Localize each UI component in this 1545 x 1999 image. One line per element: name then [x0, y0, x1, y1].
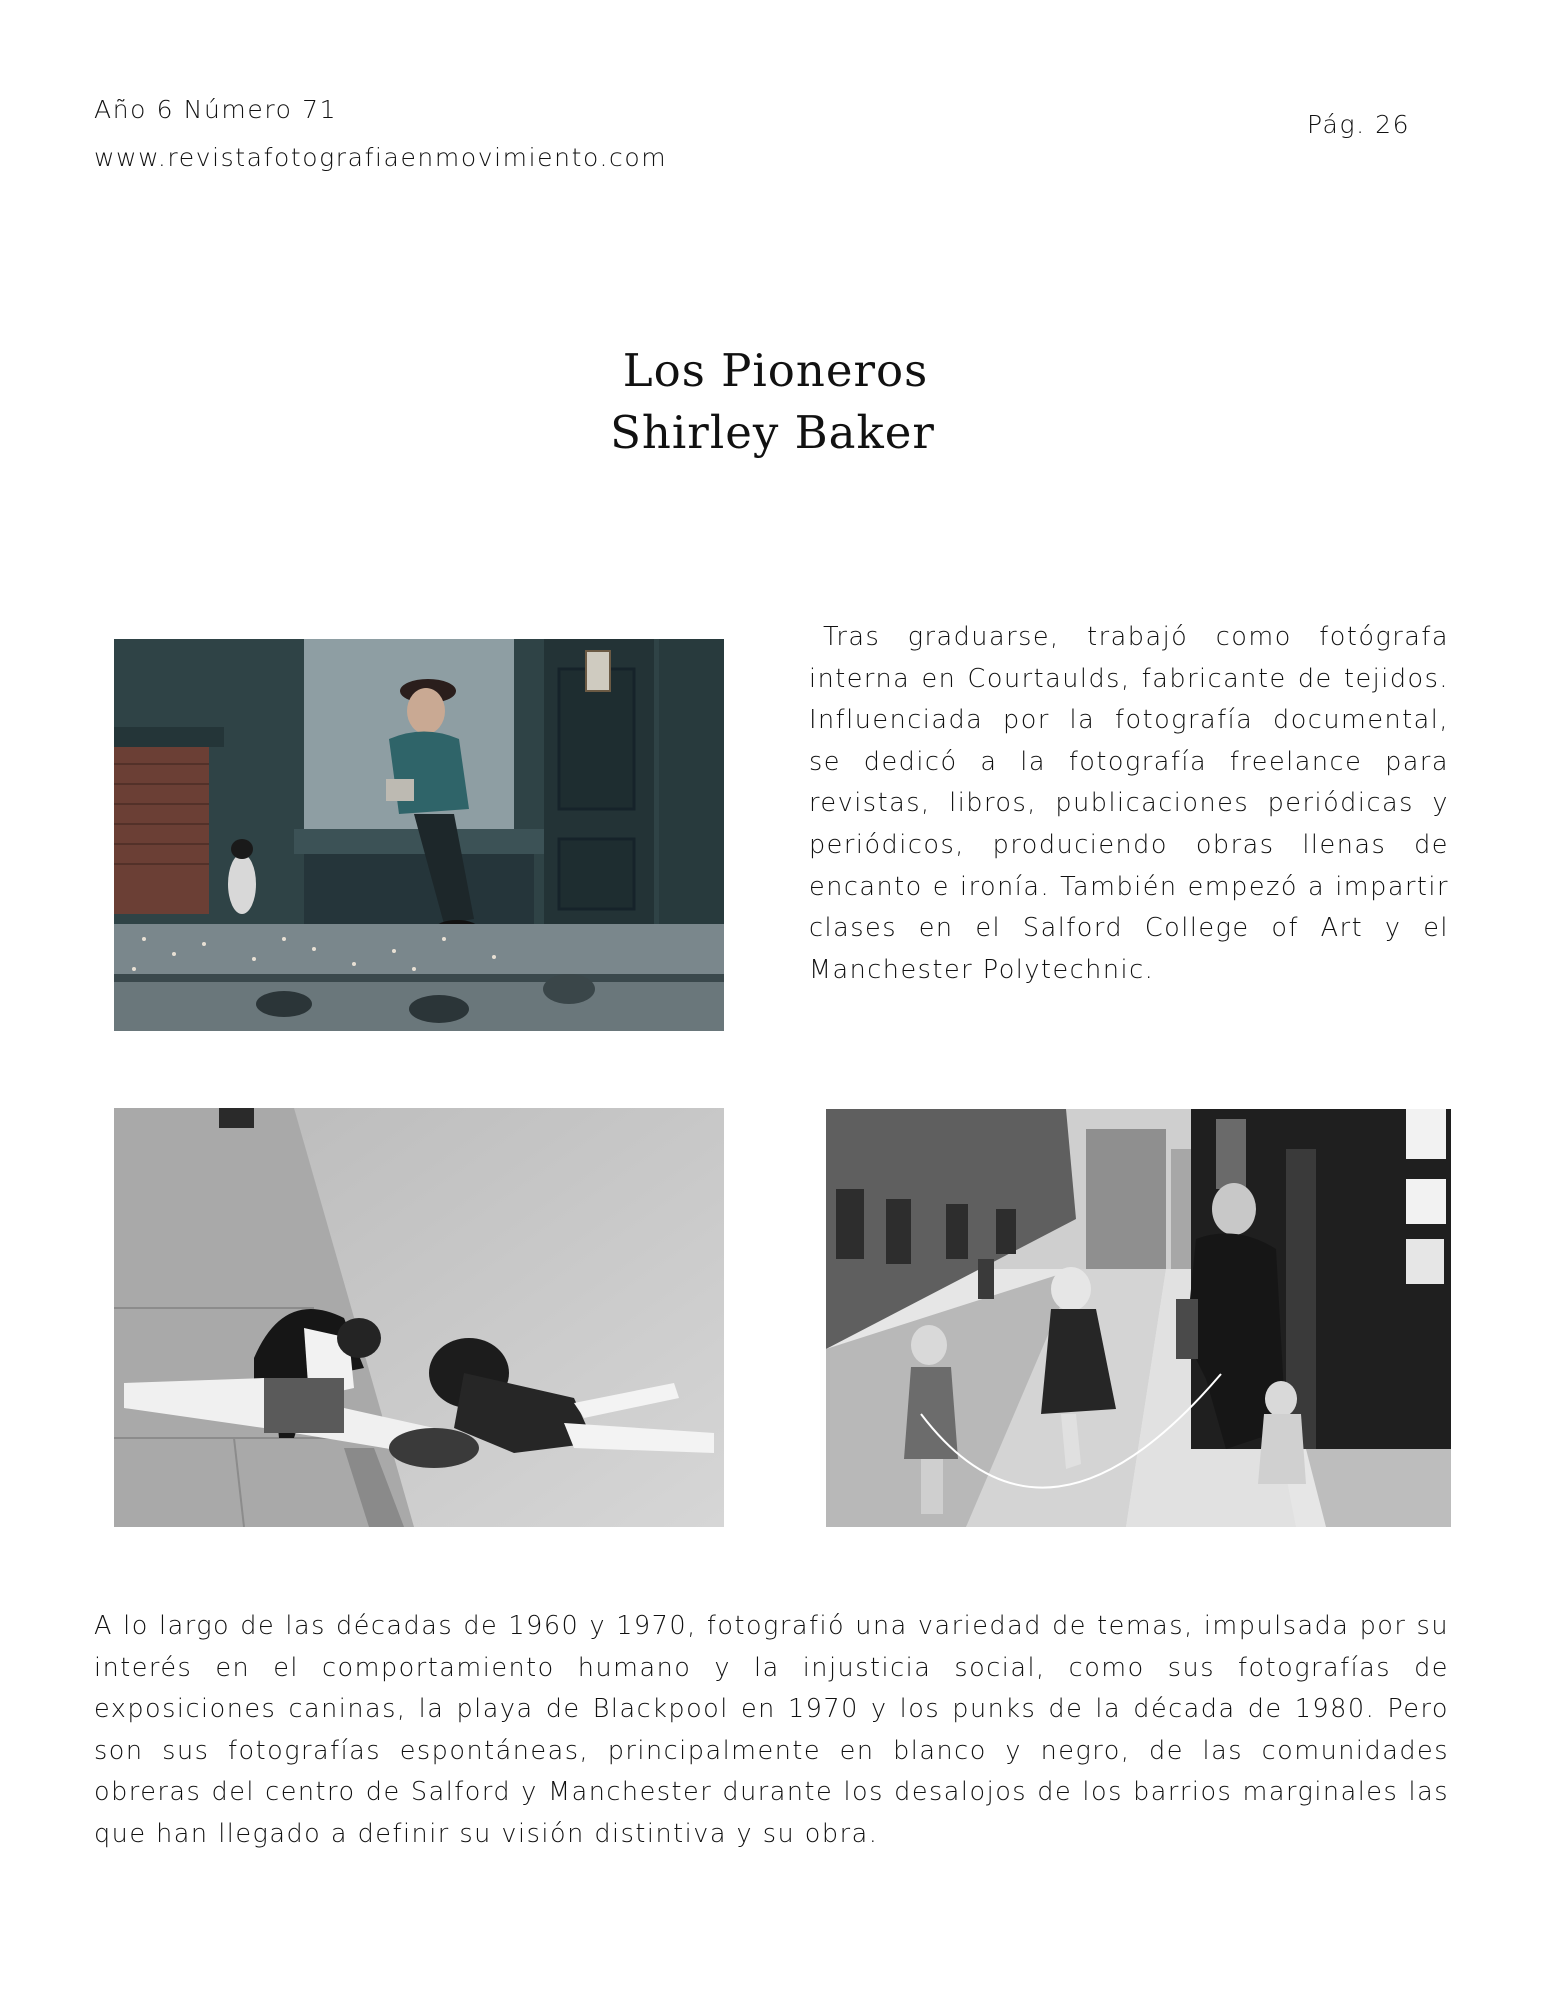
- article-paragraph-bottom: A lo largo de las décadas de 1960 y 1970, fotografió una variedad de temas, impulsada por su interés en el comportamiento humano y la injusticia social, como sus fotografías de exposiciones caninas, la playa de Blackpool en 1970 y los punks de la década de 1980. Pero son sus fotografías espontáneas, principalmente en blanco y negro, de las comunidades obreras del centro de Salford y Manchester durante los desalojos de los barrios marginales las que han llegado a definir su visión distintiva y su obra.: [94, 1611, 1449, 1849]
- photo-skipping-rope-image: [826, 1109, 1451, 1527]
- photo-man-with-cat: [114, 639, 724, 1031]
- photo-children-with-dog: [114, 1108, 724, 1527]
- section-title: Los Pioneros: [622, 344, 929, 397]
- article-title-block: [0, 340, 1545, 464]
- page-number: Pág. 26: [1307, 110, 1411, 139]
- article-paragraph-right: Tras graduarse, trabajó como fotógrafa interna en Courtaulds, fabricante de tejidos. Influenciada por la fotografía documental, se dedicó a la fotografía freelance para revistas, libros, publicaciones periódicas y periódicos, produciendo obras llenas de encanto e ironía. También empezó a impartir clases en el Salford College of Art y el Manchester Polytechnic.: [809, 622, 1449, 985]
- article-title: Shirley Baker: [610, 406, 935, 459]
- photo-skipping-rope: [826, 1109, 1451, 1527]
- issue-number: Año 6 Número 71: [94, 95, 338, 124]
- photo-man-with-cat-image: [114, 639, 724, 1031]
- website-url: www.revistafotografiaenmovimiento.com: [94, 143, 668, 172]
- photo-children-with-dog-image: [114, 1108, 724, 1527]
- page-header-left: [94, 86, 667, 182]
